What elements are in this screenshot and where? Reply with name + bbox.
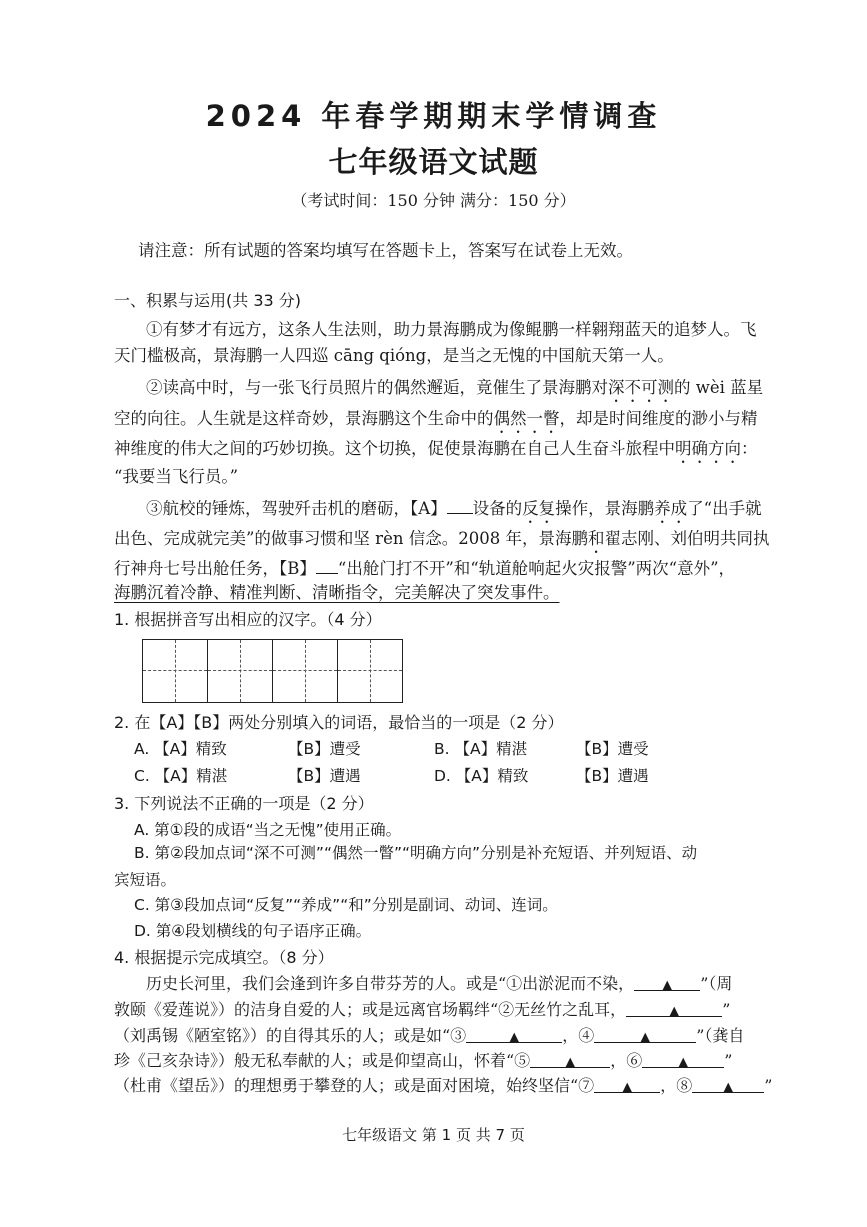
fill-blank[interactable] <box>594 1028 696 1043</box>
q2-option-c: C. 【A】精湛 <box>134 767 228 785</box>
notice: 请注意：所有试题的答案均填写在答题卡上，答案写在试卷上无效。 <box>138 241 633 260</box>
q3-option-a: A. 第①段的成语“当之无愧”使用正确。 <box>134 821 402 839</box>
text: 珍《己亥杂诗》）般无私奉献的人；或是仰望高山，怀着“⑤ <box>114 1051 531 1070</box>
q2-option-b: B. 【A】精湛 <box>434 740 528 758</box>
q3-option-d: D. 第④段划横线的句子语序正确。 <box>134 922 372 940</box>
q3-option-b-line1: B. 第②段加点词“深不可测”“偶然一瞥”“明确方向”分别是补充短语、并列短语、动 <box>134 844 698 862</box>
para1-line1: ①有梦才有远方，这条人生法则，助力景海鹏成为像鲲鹏一样翱翔蓝天的追梦人。飞 <box>146 320 757 339</box>
text: ，却是时间维度的渺小与精 <box>559 409 758 428</box>
text: 历史长河里，我们会逢到许多自带芬芳的人。或是“①出淤泥而不染， <box>146 974 635 993</box>
fill-blank[interactable] <box>626 1002 722 1017</box>
exam-info: （考试时间：150 分钟 满分：150 分） <box>291 191 576 210</box>
fill-blank[interactable] <box>642 1053 724 1068</box>
dotted-word: 偶然一瞥 <box>493 409 560 428</box>
dotted-word: 深不可测 <box>608 378 674 397</box>
q4-line5 <box>114 1078 772 1094</box>
text: 敦颐《爱莲说》）的洁身自爱的人；或是远离官场羁绊“②无丝竹之乱耳， <box>114 1000 627 1019</box>
text: 翟志刚、刘伯明共同执 <box>604 529 770 548</box>
text: ” <box>764 1076 773 1095</box>
q3-text: 3. 下列说法不正确的一项是（2 分） <box>114 794 374 813</box>
text: ” <box>724 1051 733 1070</box>
para3-line1 <box>146 499 836 527</box>
grid-cell <box>208 640 273 702</box>
q4-line4 <box>114 1053 732 1069</box>
dotted-word: 养成 <box>654 499 688 518</box>
q2-option-b-b: 【B】遭受 <box>576 740 649 758</box>
q2-option-d-b: 【B】遭遇 <box>576 767 649 785</box>
q4-text: 4. 根据提示完成填空。（8 分） <box>114 948 334 967</box>
page-footer: 七年级语文 第 1 页 共 7 页 <box>342 1126 525 1144</box>
para2-line3 <box>114 439 804 467</box>
dotted-word: 明确方向 <box>675 439 741 458</box>
para2-line4: “我要当飞行员。” <box>114 467 239 486</box>
para2-line2 <box>114 409 804 437</box>
grid-cell <box>143 640 208 702</box>
text: ”（周 <box>700 974 733 993</box>
q2-option-c-b: 【B】遭遇 <box>288 767 361 785</box>
q2-option-a-b: 【B】遭受 <box>288 740 361 758</box>
text: ，⑥ <box>610 1051 643 1070</box>
fill-blank[interactable] <box>692 1078 764 1093</box>
text: ②读高中时，与一张飞行员照片的偶然邂逅，竟催生了景海鹏对 <box>146 378 608 397</box>
triangle-marker: ▲ <box>565 1055 576 1070</box>
q1-text: 1. 根据拼音写出相应的汉字。（4 分） <box>114 610 382 629</box>
text: （刘禹锡《陋室铭》）的自得其乐的人；或是如“③ <box>114 1026 467 1045</box>
q3-option-c: C. 第③段加点词“反复”“养成”“和”分别是副词、动词、连词。 <box>134 896 558 914</box>
para2-line1 <box>146 378 836 406</box>
text: ，④ <box>562 1026 595 1045</box>
text: ： <box>741 439 758 458</box>
text: 行神舟七号出舱任务，【B】 <box>114 559 316 578</box>
fill-blank[interactable] <box>530 1053 610 1068</box>
blank-b <box>316 559 338 574</box>
text: 出色、完成就完美”的做事习惯和坚 rèn 信念。2008 年，景海鹏 <box>114 529 588 548</box>
fill-blank[interactable] <box>634 976 700 991</box>
text: “出舱门打不开”和“轨道舱响起火灾报警”两次“意外”， <box>337 559 736 578</box>
para1-line2: 天门槛极高，景海鹏一人四巡 cāng qióng，是当之无愧的中国航天第一人。 <box>114 346 674 365</box>
q2-option-d: D. 【A】精致 <box>434 767 529 785</box>
triangle-marker: ▲ <box>640 1030 651 1045</box>
text: 操作，景海鹏 <box>555 499 655 518</box>
q4-line1 <box>146 976 732 992</box>
triangle-marker: ▲ <box>622 1080 633 1095</box>
grid-cell <box>273 640 338 702</box>
q2-text: 2. 在【A】【B】两处分别填入的词语，最恰当的一项是（2 分） <box>114 713 564 732</box>
text: ，⑧ <box>660 1076 693 1095</box>
triangle-marker: ▲ <box>662 978 673 993</box>
section-title: 一、积累与运用(共 33 分) <box>114 291 302 310</box>
para3-line3 <box>114 559 804 578</box>
text: 空的向往。人生就是这样奇妙，景海鹏这个生命中的 <box>114 409 494 428</box>
para3-line4-underlined: 海鹏沉着冷静、精准判断、清晰指令，完美解决了突发事件。 <box>114 583 560 602</box>
triangle-marker: ▲ <box>723 1080 734 1095</box>
fill-blank[interactable] <box>594 1078 660 1093</box>
para3-line2 <box>114 529 804 557</box>
text: 设备的 <box>472 499 523 518</box>
exam-title: 2024 年春学期期末学情调查 <box>205 99 662 133</box>
text: ③航校的锤炼，驾驶歼击机的磨砺，【A】 <box>146 499 447 518</box>
text: ”（龚自 <box>696 1026 745 1045</box>
text: 了“出手就 <box>687 499 762 518</box>
answer-grid <box>142 639 403 703</box>
dotted-word: 反复 <box>522 499 556 518</box>
text: ” <box>722 1000 731 1019</box>
exam-subtitle: 七年级语文试题 <box>328 145 539 179</box>
text: （杜甫《望岳》）的理想勇于攀登的人；或是面对困境，始终坚信“⑦ <box>114 1076 595 1095</box>
q2-option-a: A. 【A】精致 <box>134 740 227 758</box>
text: 的 wèi 蓝星 <box>674 378 764 397</box>
blank-a <box>447 499 473 514</box>
text: 神维度的伟大之间的巧妙切换。这个切换，促使景海鹏在自己人生奋斗旅程中 <box>114 439 675 458</box>
fill-blank[interactable] <box>466 1028 562 1043</box>
triangle-marker: ▲ <box>669 1004 680 1019</box>
q4-line3 <box>114 1028 744 1044</box>
triangle-marker: ▲ <box>509 1030 520 1045</box>
triangle-marker: ▲ <box>678 1055 689 1070</box>
grid-cell <box>338 640 402 702</box>
q3-option-b-line2: 宾短语。 <box>114 871 177 889</box>
dotted-word: 和 <box>587 529 605 548</box>
q4-line2 <box>114 1002 730 1018</box>
